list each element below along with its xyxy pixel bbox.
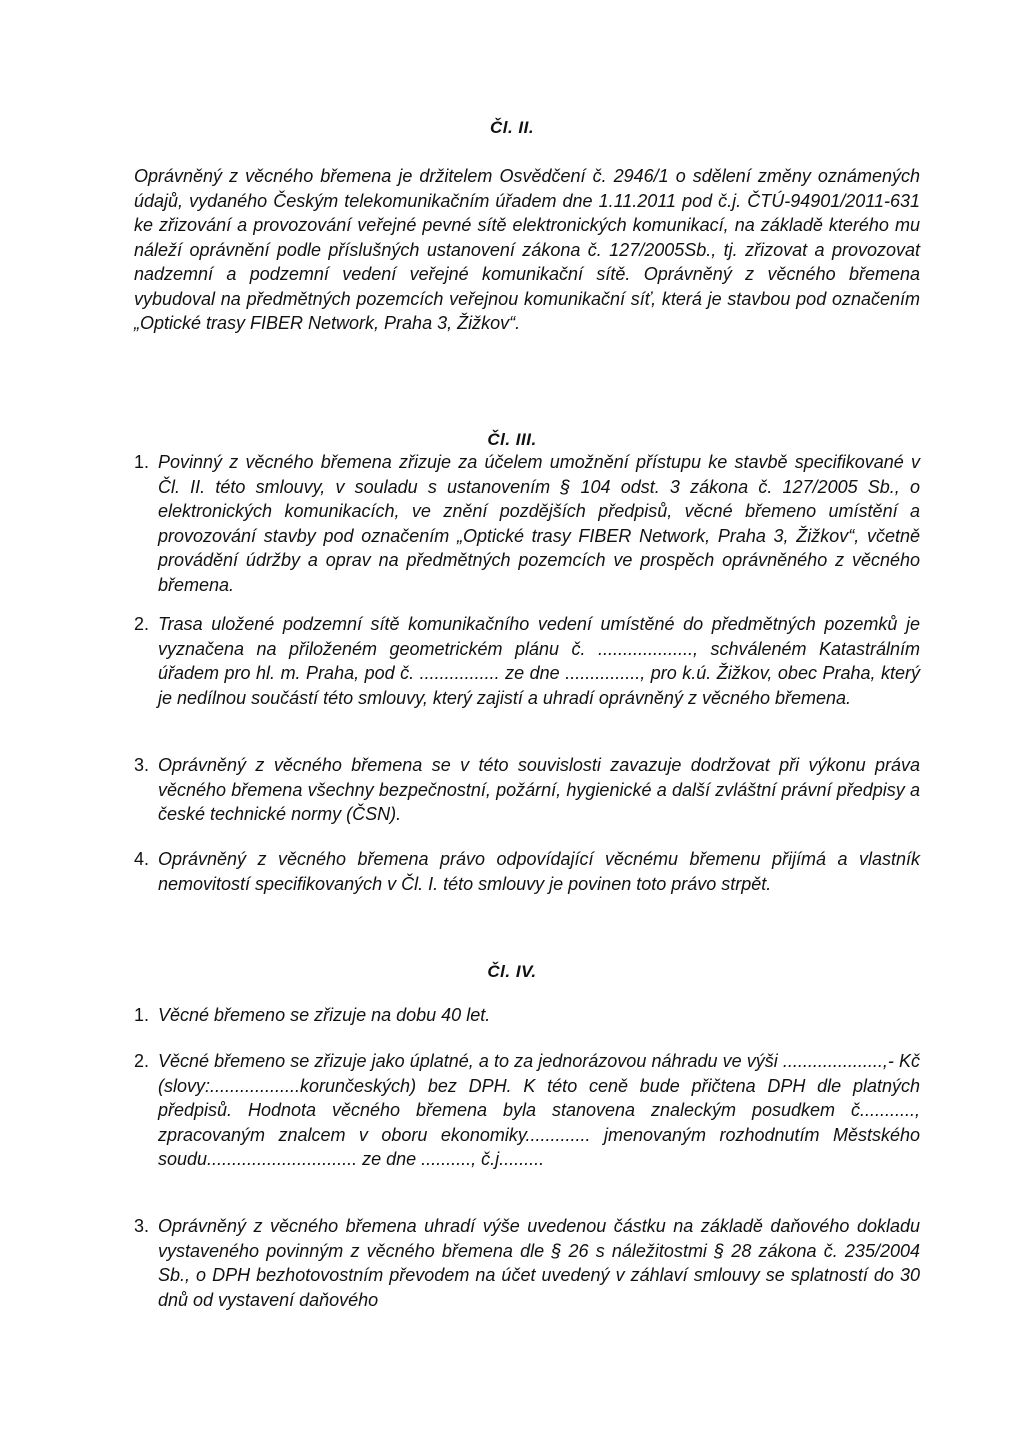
heading-cl3: Čl. III. — [487, 430, 537, 449]
item-number: 1. — [134, 452, 150, 472]
heading-cl4: Čl. IV. — [487, 962, 537, 981]
item-number: 2. — [134, 1051, 150, 1071]
heading-cl2: Čl. II. — [489, 118, 535, 137]
item-number: 3. — [134, 755, 150, 775]
list-item-cl3-1 — [134, 450, 920, 597]
item-text: Věcné břemeno se zřizuje jako úplatné, a to za jednorázovou náhradu ve výši ....................,- Kč (slovy:..................korunčeských) bez DPH. K této ceně bude přičtena DPH dle platných předpisů. Hodnota věcného břemena byla stanovena znaleckým posudkem č..........., zpracovaným znalcem v oboru ekonomiky............. jmenovaným rozhodnutím Městského soudu.............................. ze dne .........., č.j......... — [158, 1051, 920, 1169]
list-item-cl4-2 — [134, 1049, 920, 1172]
list-item-cl4-3 — [134, 1214, 920, 1312]
item-text: Oprávněný z věcného břemena uhradí výše uvedenou částku na základě daňového dokladu vystaveného povinným z věcného břemena dle § 26 s náležitostmi § 28 zákona č. 235/2004 Sb., o DPH bezhotovostním převodem na účet uvedený v záhlaví smlouvy se splatností do 30 dnů od vystavení daňového — [158, 1216, 920, 1310]
list-item-cl4-1 — [134, 1003, 920, 1028]
item-text: Oprávněný z věcného břemena se v této souvislosti zavazuje dodržovat při výkonu práva věcného břemena všechny bezpečnostní, požární, hygienické a další zvláštní právní předpisy a české technické normy (ČSN). — [158, 755, 920, 824]
item-text: Věcné břemeno se zřizuje na dobu 40 let. — [158, 1005, 491, 1025]
item-number: 4. — [134, 849, 150, 869]
list-item-cl3-2 — [134, 612, 920, 710]
paragraph-cl2: Oprávněný z věcného břemena je držitelem Osvědčení č. 2946/1 o sdělení změny oznámených údajů, vydaného Českým telekomunikačním úřadem dne 1.11.2011 pod č.j. ČTÚ-94901/2011-631 ke zřizování a provozování veřejné pevné sítě elektronických komunikací, na základě kterého mu náleží oprávnění podle příslušných ustanovení zákona č. 127/2005Sb., tj. zřizovat a provozovat nadzemní a podzemní vedení veřejné komunikační sítě. Oprávněný z věcného břemena vybudoval na předmětných pozemcích veřejnou komunikační síť, která je stavbou pod označením „Optické trasy FIBER Network, Praha 3, Žižkov“. — [134, 166, 920, 333]
item-number: 2. — [134, 614, 150, 634]
item-text: Oprávněný z věcného břemena právo odpovídající věcnému břemenu přijímá a vlastník nemovitostí specifikovaných v Čl. I. této smlouvy je povinen toto právo strpět. — [158, 849, 920, 894]
item-number: 1. — [134, 1005, 150, 1025]
list-item-cl3-4 — [134, 847, 920, 896]
item-text: Povinný z věcného břemena zřizuje za účelem umožnění přístupu ke stavbě specifikované v Čl. II. této smlouvy, v souladu s ustanovením § 104 odst. 3 zákona č. 127/2005 Sb., o elektronických komunikacích, ve znění pozdějších předpisů, věcné břemeno umístění a provozování stavby pod označením „Optické trasy FIBER Network, Praha 3, Žižkov“, včetně provádění údržby a oprav na předmětných pozemcích ve prospěch oprávněného z věcného břemena. — [158, 452, 920, 595]
item-number: 3. — [134, 1216, 150, 1236]
list-item-cl3-3 — [134, 753, 920, 827]
item-text: Trasa uložené podzemní sítě komunikačního vedení umístěné do předmětných pozemků je vyznačena na přiloženém geometrickém plánu č. ..................., schváleném Katastrálním úřadem pro hl. m. Praha, pod č. ................ ze dne ..............., pro k.ú. Žižkov, obec Praha, který je nedílnou součástí této smlouvy, který zajistí a uhradí oprávněný z věcného břemena. — [158, 614, 920, 708]
